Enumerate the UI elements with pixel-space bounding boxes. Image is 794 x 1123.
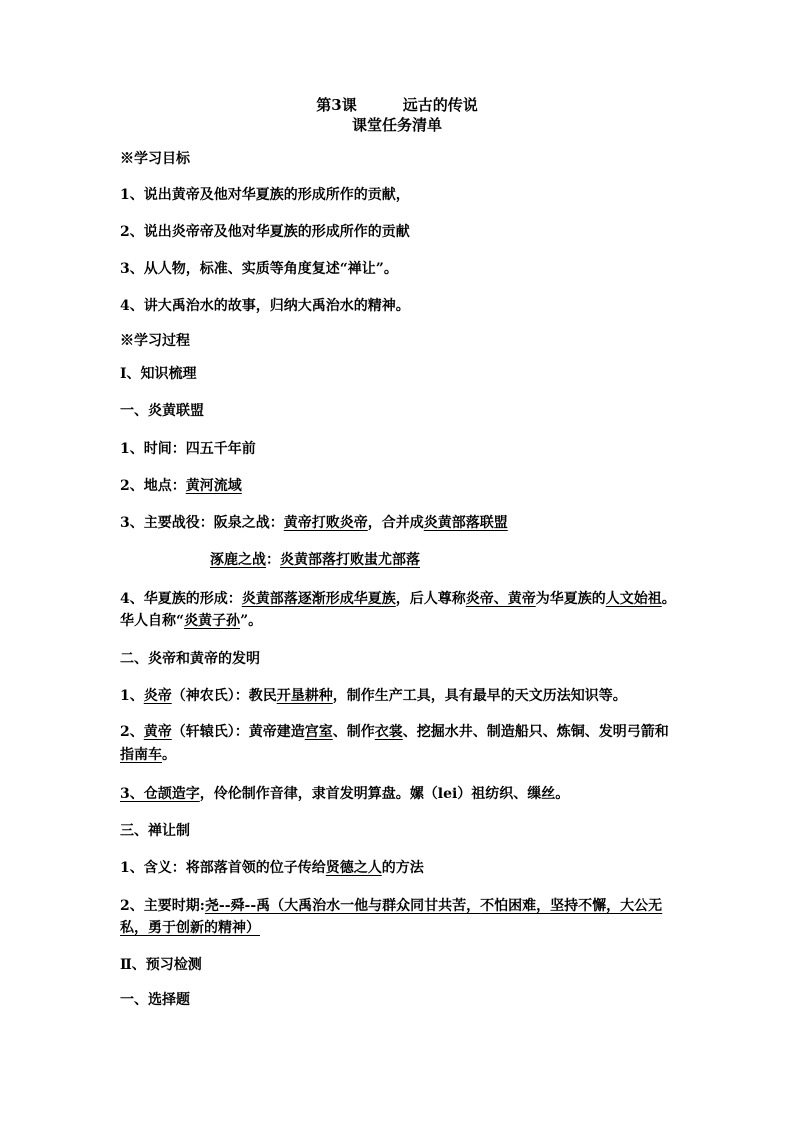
lesson-number: 第3课 <box>316 96 357 114</box>
place-line <box>120 475 690 497</box>
formation-line <box>120 588 690 610</box>
meaning-a: 将部落首领的位子传给 <box>185 860 326 876</box>
meaning-label: 1、含义： <box>120 860 186 876</box>
battle2-a: 涿鹿之战 <box>210 552 266 568</box>
form-f: 。 <box>661 591 676 607</box>
yan-b: （神农氏）：教民 <box>171 688 277 704</box>
yan-d: ，制作生产工具，具有最早的天文历法知识等。 <box>332 688 627 704</box>
goals-heading: ※学习目标 <box>120 151 190 167</box>
period-label: 2、主要时期: <box>120 898 205 914</box>
section4-heading: 一、选择题 <box>120 992 190 1008</box>
place-label: 2、地点： <box>120 478 186 494</box>
section2-heading: 二、炎帝和黄帝的发明 <box>120 651 260 667</box>
cangjie-line <box>120 783 690 805</box>
battle-c: 炎黄部落联盟 <box>423 515 508 531</box>
huang-e: 衣裳 <box>374 724 403 740</box>
period-c: 私，勇于创新的精神） <box>120 920 260 936</box>
battle-line <box>120 512 690 534</box>
lesson-subtitle: 课堂任务清单 <box>351 116 442 134</box>
goal-item-1: 1、说出黄帝及他对华夏族的形成所作的贡献， <box>120 187 410 203</box>
place-value: 黄河流域 <box>185 478 242 494</box>
yan-pre: 1、 <box>120 688 144 704</box>
form2-a: 华人自称“ <box>120 613 185 629</box>
huang-d: 、制作 <box>332 724 375 740</box>
cang-a: 3、仓颉造字 <box>120 786 200 802</box>
battle-a: 黄帝打败炎帝 <box>283 515 368 531</box>
form-d: 为华夏族的 <box>535 591 606 607</box>
form-label: 4、华夏族的形成： <box>120 591 242 607</box>
period-b: 不怕困难，坚持不懈，大公无 <box>480 898 663 914</box>
huang-a: 黄帝 <box>143 724 172 740</box>
time-line <box>120 438 690 460</box>
cang-b: ，伶伦制作音律，隶首发明算盘。嫘（lei）祖纺织、缫丝。 <box>199 786 570 802</box>
period-line-2 <box>120 917 690 939</box>
time-label: 1、时间： <box>120 441 186 457</box>
yan-c: 开垦耕种 <box>276 688 333 704</box>
goal-item-2: 2、说出炎帝帝及他对华夏族的形成所作的贡献 <box>120 224 410 240</box>
meaning-b: 贤德之人 <box>325 860 382 876</box>
yan-a: 炎帝 <box>143 688 172 704</box>
huang-g: 指南车 <box>120 747 162 763</box>
huang-b: （轩辕氏）：黄帝建造 <box>171 724 305 740</box>
huang-pre: 2、 <box>120 724 144 740</box>
meaning-c: 的方法 <box>381 860 424 876</box>
section1-heading: 一、炎黄联盟 <box>120 403 204 419</box>
form2-b: 炎黄子孙 <box>184 613 241 629</box>
part2-heading: Ⅱ、预习检测 <box>120 957 202 973</box>
form2-c: ”。 <box>240 613 263 629</box>
battle-b: ，合并成 <box>367 515 424 531</box>
period-a: 尧--舜--禹（大禹治水一他与群众同甘共苦， <box>204 898 481 914</box>
huangdi-line-2 <box>120 744 690 766</box>
lesson-name: 远古的传说 <box>402 96 478 114</box>
huangdi-line <box>120 721 690 743</box>
goal-item-3: 3、从人物，标准、实质等角度复述“禅让”。 <box>120 261 398 277</box>
yandi-line <box>120 685 690 707</box>
battle2-b: ： <box>266 552 280 568</box>
goal-item-4: 4、讲大禹治水的故事，归纳大禹治水的精神。 <box>120 298 410 314</box>
time-value: 四五千年前 <box>185 441 256 457</box>
huang-c: 宫室 <box>304 724 333 740</box>
battle2-c: 炎黄部落打败蚩尤部落 <box>280 552 420 568</box>
form-c: 炎帝、黄帝 <box>465 591 536 607</box>
part1-heading: Ⅰ、知识梳理 <box>120 366 197 382</box>
period-line <box>120 895 690 917</box>
form-a: 炎黄部落逐渐形成华夏族 <box>241 591 396 607</box>
lesson-title <box>0 96 794 115</box>
formation-line-2 <box>120 610 690 632</box>
process-heading: ※学习过程 <box>120 333 190 349</box>
battle2-line <box>210 549 780 571</box>
huang-h: 。 <box>162 747 176 763</box>
huang-f: 、挖掘水井、制造船只、炼铜、发明弓箭和 <box>402 724 669 740</box>
battle-label: 3、主要战役：阪泉之战： <box>120 515 284 531</box>
meaning-line <box>120 857 690 879</box>
section3-heading: 三、禅让制 <box>120 823 190 839</box>
form-b: ，后人尊称 <box>395 591 466 607</box>
form-e: 人文始祖 <box>605 591 662 607</box>
